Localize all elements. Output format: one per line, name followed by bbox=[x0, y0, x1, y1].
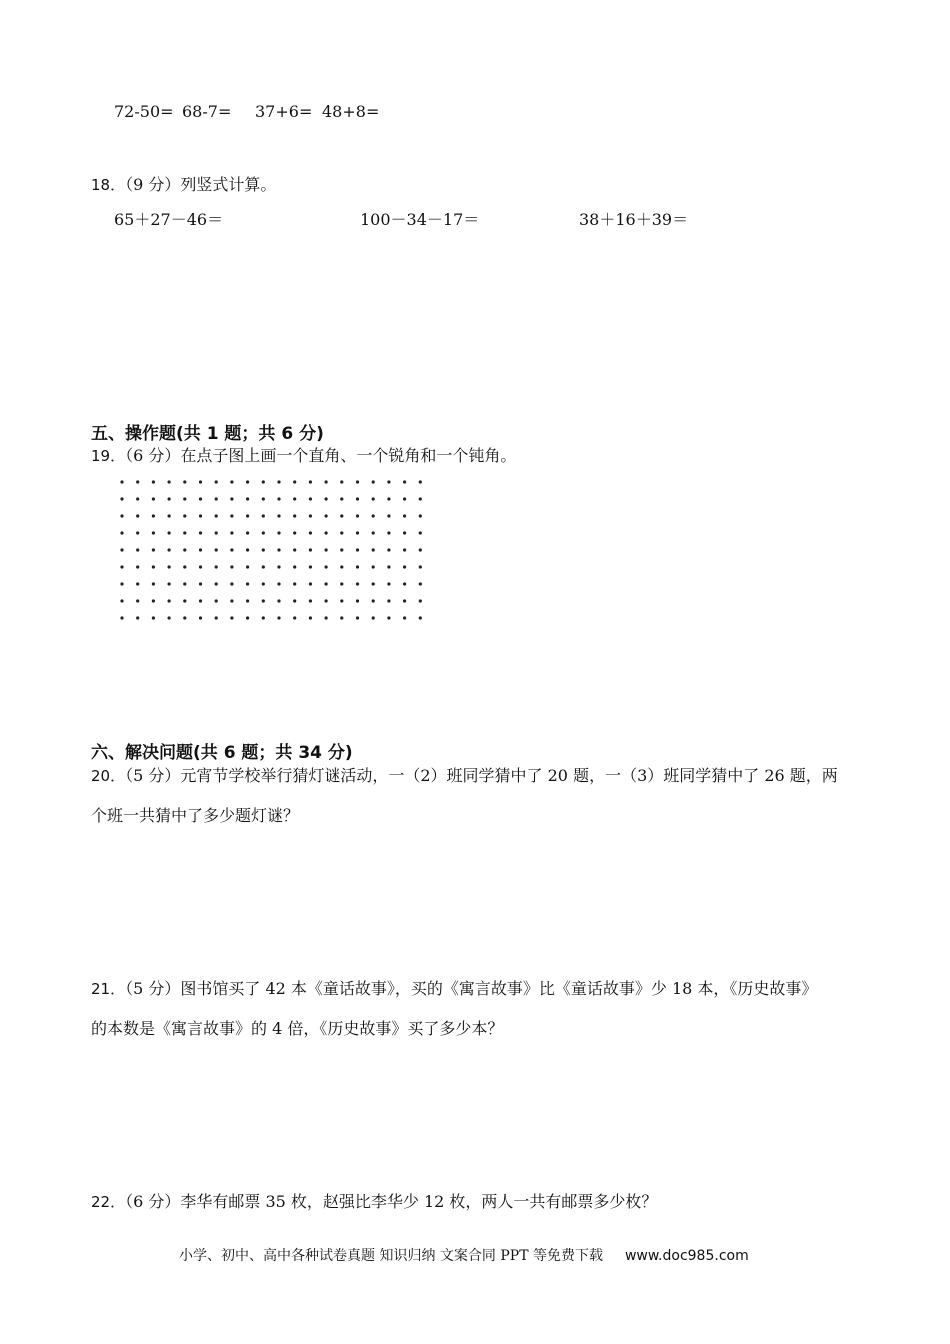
section-6-heading: 六、解决问题(共 6 题；共 34 分) bbox=[91, 743, 353, 763]
grid-dot bbox=[152, 531, 155, 534]
grid-dot bbox=[372, 497, 375, 500]
grid-dot bbox=[262, 548, 265, 551]
grid-dot bbox=[372, 599, 375, 602]
grid-dot bbox=[325, 497, 328, 500]
grid-dot bbox=[120, 531, 123, 534]
grid-dot bbox=[325, 514, 328, 517]
grid-dot bbox=[309, 531, 312, 534]
grid-dot bbox=[340, 599, 343, 602]
grid-dot bbox=[230, 480, 233, 483]
grid-dot bbox=[387, 599, 390, 602]
grid-dot bbox=[183, 616, 186, 619]
grid-dot bbox=[403, 480, 406, 483]
grid-dot bbox=[356, 582, 359, 585]
grid-dot bbox=[168, 582, 171, 585]
grid-dot bbox=[340, 565, 343, 568]
grid-dot bbox=[215, 599, 218, 602]
grid-dot bbox=[199, 599, 202, 602]
vertical-calc-expr-1: 65＋27－46＝ bbox=[114, 210, 224, 229]
grid-dot bbox=[152, 480, 155, 483]
grid-dot bbox=[387, 548, 390, 551]
grid-dot bbox=[199, 531, 202, 534]
grid-dot bbox=[215, 582, 218, 585]
grid-dot bbox=[387, 480, 390, 483]
grid-dot bbox=[136, 497, 139, 500]
grid-dot bbox=[246, 565, 249, 568]
grid-dot bbox=[277, 480, 280, 483]
grid-dot bbox=[277, 582, 280, 585]
grid-dot bbox=[387, 531, 390, 534]
grid-dot bbox=[340, 531, 343, 534]
grid-dot bbox=[356, 599, 359, 602]
grid-dot bbox=[340, 480, 343, 483]
grid-dot bbox=[387, 565, 390, 568]
grid-dot bbox=[309, 582, 312, 585]
grid-dot bbox=[120, 497, 123, 500]
grid-dot bbox=[199, 616, 202, 619]
grid-dot bbox=[152, 582, 155, 585]
grid-dot bbox=[309, 599, 312, 602]
grid-dot bbox=[340, 582, 343, 585]
grid-dot bbox=[356, 565, 359, 568]
grid-dot bbox=[293, 616, 296, 619]
grid-dot bbox=[168, 616, 171, 619]
grid-dot bbox=[277, 599, 280, 602]
grid-dot bbox=[152, 565, 155, 568]
grid-dot bbox=[152, 599, 155, 602]
grid-dot bbox=[419, 514, 422, 517]
grid-dot bbox=[168, 480, 171, 483]
grid-dot bbox=[136, 514, 139, 517]
grid-dot bbox=[246, 497, 249, 500]
grid-dot bbox=[403, 497, 406, 500]
grid-dot bbox=[293, 565, 296, 568]
grid-dot bbox=[387, 616, 390, 619]
grid-dot bbox=[215, 480, 218, 483]
grid-dot bbox=[309, 514, 312, 517]
grid-dot bbox=[183, 480, 186, 483]
grid-dot bbox=[293, 599, 296, 602]
grid-dot bbox=[152, 497, 155, 500]
grid-dot bbox=[120, 599, 123, 602]
grid-dot bbox=[168, 531, 171, 534]
question-19 bbox=[91, 443, 516, 466]
grid-dot bbox=[419, 565, 422, 568]
grid-dot bbox=[372, 582, 375, 585]
grid-dot bbox=[168, 565, 171, 568]
grid-dot bbox=[356, 514, 359, 517]
grid-dot bbox=[293, 531, 296, 534]
grid-dot bbox=[403, 616, 406, 619]
grid-dot bbox=[246, 514, 249, 517]
grid-dot bbox=[419, 599, 422, 602]
grid-dot bbox=[215, 497, 218, 500]
grid-dot bbox=[262, 582, 265, 585]
question-21-line-2: 的本数是《寓言故事》的 4 倍，《历史故事》买了多少本？ bbox=[91, 1019, 504, 1038]
grid-dot bbox=[325, 616, 328, 619]
grid-dot bbox=[168, 514, 171, 517]
grid-dot bbox=[262, 599, 265, 602]
footer-url[interactable]: www.doc985.com bbox=[624, 1248, 749, 1264]
footer-text: 小学、初中、高中各种试卷真题 知识归纳 文案合同 PPT 等免费下载 bbox=[179, 1248, 603, 1264]
grid-dot bbox=[372, 565, 375, 568]
grid-dot bbox=[230, 497, 233, 500]
grid-dot bbox=[372, 514, 375, 517]
grid-dot bbox=[246, 616, 249, 619]
grid-dot bbox=[293, 497, 296, 500]
grid-dot bbox=[230, 531, 233, 534]
grid-dot bbox=[325, 548, 328, 551]
grid-dot bbox=[277, 531, 280, 534]
section-5-heading: 五、操作题(共 1 题；共 6 分) bbox=[91, 424, 324, 444]
question-18 bbox=[91, 172, 276, 195]
grid-dot bbox=[403, 548, 406, 551]
grid-dot bbox=[356, 548, 359, 551]
question-text: （6 分）在点子图上画一个直角、一个锐角和一个钝角。 bbox=[125, 446, 517, 465]
grid-dot bbox=[152, 616, 155, 619]
grid-dot bbox=[419, 616, 422, 619]
grid-dot bbox=[215, 514, 218, 517]
grid-dot bbox=[309, 548, 312, 551]
grid-dot bbox=[136, 480, 139, 483]
grid-dot bbox=[152, 548, 155, 551]
question-20-line-2: 个班一共猜中了多少题灯谜？ bbox=[91, 806, 300, 825]
grid-dot bbox=[419, 480, 422, 483]
grid-dot bbox=[199, 565, 202, 568]
grid-dot bbox=[183, 565, 186, 568]
grid-dot bbox=[199, 480, 202, 483]
question-text: （6 分）李华有邮票 35 枚，赵强比李华少 12 枚，两人一共有邮票多少枚？ bbox=[125, 1192, 658, 1211]
question-number: 22． bbox=[91, 1193, 126, 1211]
grid-dot bbox=[293, 548, 296, 551]
grid-dot bbox=[262, 531, 265, 534]
grid-dot bbox=[325, 582, 328, 585]
question-number: 21． bbox=[91, 980, 126, 998]
grid-dot bbox=[183, 582, 186, 585]
grid-dot bbox=[340, 497, 343, 500]
grid-dot bbox=[419, 497, 422, 500]
grid-dot bbox=[199, 497, 202, 500]
question-number: 19． bbox=[91, 447, 126, 465]
grid-dot bbox=[356, 616, 359, 619]
grid-dot bbox=[277, 497, 280, 500]
grid-dot bbox=[230, 599, 233, 602]
dot-grid[interactable] bbox=[116, 478, 436, 622]
question-22 bbox=[91, 1189, 657, 1212]
grid-dot bbox=[325, 531, 328, 534]
grid-dot bbox=[120, 548, 123, 551]
grid-dot bbox=[372, 616, 375, 619]
question-text-line-1: （5 分）元宵节学校举行猜灯谜活动，一（2）班同学猜中了 20 题，一（3）班同学猜中了 26 题，两 bbox=[125, 766, 838, 785]
grid-dot bbox=[387, 514, 390, 517]
grid-dot bbox=[120, 582, 123, 585]
question-21 bbox=[91, 976, 817, 999]
grid-dot bbox=[403, 514, 406, 517]
grid-dot bbox=[120, 480, 123, 483]
grid-dot bbox=[277, 514, 280, 517]
grid-dot bbox=[136, 616, 139, 619]
grid-dot bbox=[340, 616, 343, 619]
grid-dot bbox=[120, 616, 123, 619]
grid-dot bbox=[215, 531, 218, 534]
grid-dot bbox=[215, 616, 218, 619]
grid-dot bbox=[309, 565, 312, 568]
grid-dot bbox=[419, 548, 422, 551]
grid-dot bbox=[403, 582, 406, 585]
grid-dot bbox=[309, 480, 312, 483]
grid-dot bbox=[136, 531, 139, 534]
grid-dot bbox=[277, 548, 280, 551]
grid-dot bbox=[356, 531, 359, 534]
grid-dot bbox=[168, 497, 171, 500]
grid-dot bbox=[277, 565, 280, 568]
grid-dot bbox=[419, 582, 422, 585]
grid-dot bbox=[230, 548, 233, 551]
grid-dot bbox=[325, 565, 328, 568]
grid-dot bbox=[230, 582, 233, 585]
grid-dot bbox=[262, 497, 265, 500]
grid-dot bbox=[215, 565, 218, 568]
grid-dot bbox=[309, 497, 312, 500]
grid-dot bbox=[293, 514, 296, 517]
grid-dot bbox=[183, 514, 186, 517]
question-20 bbox=[91, 763, 838, 786]
grid-dot bbox=[293, 582, 296, 585]
grid-dot bbox=[199, 582, 202, 585]
grid-dot bbox=[246, 548, 249, 551]
grid-dot bbox=[246, 480, 249, 483]
grid-dot bbox=[403, 565, 406, 568]
grid-dot bbox=[136, 582, 139, 585]
footer bbox=[179, 1245, 749, 1265]
vertical-calc-expr-2: 100－34－17＝ bbox=[360, 210, 480, 229]
grid-dot bbox=[120, 565, 123, 568]
question-text-line-1: （5 分）图书馆买了 42 本《童话故事》，买的《寓言故事》比《童话故事》少 18 本，《历史故事》 bbox=[125, 979, 818, 998]
grid-dot bbox=[120, 514, 123, 517]
grid-dot bbox=[183, 599, 186, 602]
grid-dot bbox=[372, 480, 375, 483]
grid-dot bbox=[199, 514, 202, 517]
grid-dot bbox=[215, 548, 218, 551]
grid-dot bbox=[387, 582, 390, 585]
grid-dot bbox=[372, 531, 375, 534]
grid-dot bbox=[230, 616, 233, 619]
grid-dot bbox=[168, 599, 171, 602]
grid-dot bbox=[152, 514, 155, 517]
grid-dot bbox=[246, 599, 249, 602]
grid-dot bbox=[183, 531, 186, 534]
grid-dot bbox=[136, 565, 139, 568]
grid-dot bbox=[403, 599, 406, 602]
grid-dot bbox=[230, 565, 233, 568]
grid-dot bbox=[356, 497, 359, 500]
grid-dot bbox=[309, 616, 312, 619]
grid-dot bbox=[136, 548, 139, 551]
grid-dot bbox=[168, 548, 171, 551]
oral-calc-4: 48+8= bbox=[322, 102, 380, 121]
grid-dot bbox=[262, 514, 265, 517]
oral-calc-1: 72-50= bbox=[114, 102, 174, 121]
grid-dot bbox=[183, 548, 186, 551]
question-number: 20． bbox=[91, 767, 126, 785]
grid-dot bbox=[356, 480, 359, 483]
grid-dot bbox=[403, 531, 406, 534]
grid-dot bbox=[372, 548, 375, 551]
grid-dot bbox=[199, 548, 202, 551]
grid-dot bbox=[340, 514, 343, 517]
grid-dot bbox=[246, 582, 249, 585]
grid-dot bbox=[325, 599, 328, 602]
grid-dot bbox=[262, 616, 265, 619]
grid-dot bbox=[277, 616, 280, 619]
grid-dot bbox=[230, 514, 233, 517]
oral-calc-3: 37+6= bbox=[255, 102, 313, 121]
grid-dot bbox=[340, 548, 343, 551]
oral-calc-2: 68-7= bbox=[182, 102, 232, 121]
grid-dot bbox=[387, 497, 390, 500]
grid-dot bbox=[262, 565, 265, 568]
grid-dot bbox=[136, 599, 139, 602]
question-text: （9 分）列竖式计算。 bbox=[125, 175, 277, 194]
grid-dot bbox=[262, 480, 265, 483]
vertical-calc-expr-3: 38＋16＋39＝ bbox=[579, 210, 689, 229]
grid-dot bbox=[293, 480, 296, 483]
grid-dot bbox=[183, 497, 186, 500]
grid-dot bbox=[246, 531, 249, 534]
question-number: 18． bbox=[91, 176, 126, 194]
grid-dot bbox=[325, 480, 328, 483]
grid-dot bbox=[419, 531, 422, 534]
